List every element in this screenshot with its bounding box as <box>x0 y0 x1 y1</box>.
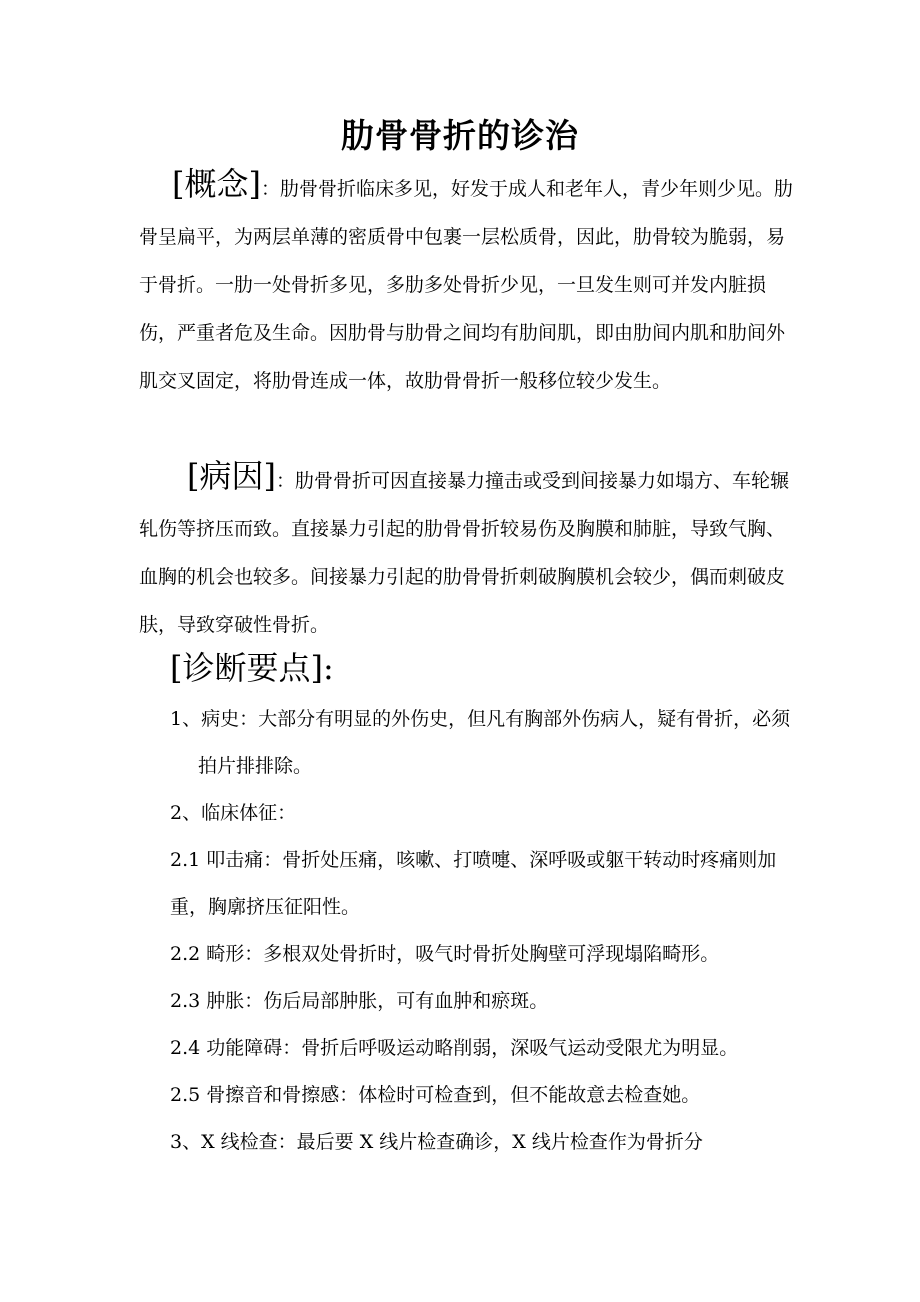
diagnosis-item: 2.1 叩击痛：骨折处压痛，咳嗽、打喷嚏、深呼吸或躯干转动时疼痛则加重，胸廓挤压征阳性。 <box>170 849 777 918</box>
diagnosis-item: 3、X 线检查：最后要 X 线片检查确诊，X 线片检查作为骨折分 <box>170 1131 703 1153</box>
page-title: 肋骨骨折的诊治 <box>341 116 579 155</box>
cause-paragraph <box>139 452 799 649</box>
diagnosis-item: 2.3 肿胀：伤后局部肿胀，可有血肿和瘀斑。 <box>170 990 549 1012</box>
concept-paragraph <box>139 160 799 405</box>
diagnosis-item: 1、病史：大部分有明显的外伤史，但凡有胸部外伤病人，疑有骨折，必须拍片排排除。 <box>170 708 791 777</box>
concept-section <box>139 160 799 405</box>
concept-heading: [概念] <box>172 165 261 203</box>
diagnosis-item: 2、临床体征： <box>170 802 297 824</box>
diagnosis-item: 2.5 骨擦音和骨擦感：体检时可检查到，但不能故意去检查她。 <box>170 1084 701 1106</box>
cause-text: ：肋骨骨折可因直接暴力撞击或受到间接暴力如塌方、车轮辗轧伤等挤压而致。直接暴力引起的肋骨骨折较易伤及胸膜和肺脏，导致气胸、血胸的机会也较多。间接暴力引起的肋骨骨折刺破胸膜机会较少，偶而刺破皮肤，导致穿破性骨折。 <box>139 470 789 636</box>
concept-text: ：肋骨骨折临床多见，好发于成人和老年人，青少年则少见。肋骨呈扁平，为两层单薄的密质骨中包裹一层松质骨，因此，肋骨较为脆弱，易于骨折。一肋一处骨折多见，多肋多处骨折少见，一旦发生则可并发内脏损伤，严重者危及生命。因肋骨与肋骨之间均有肋间肌，即由肋间内肌和肋间外肌交叉固定，将肋骨连成一体，故肋骨骨折一般移位较少发生。 <box>139 178 793 392</box>
diagnosis-heading: [诊断要点]: <box>170 649 334 687</box>
diagnosis-item: 2.2 畸形：多根双处骨折时，吸气时骨折处胸壁可浮现塌陷畸形。 <box>170 943 720 965</box>
diagnosis-item: 2.4 功能障碍：骨折后呼吸运动略削弱，深吸气运动受限尤为明显。 <box>170 1037 739 1059</box>
cause-heading: [病因] <box>187 457 276 495</box>
diagnosis-section <box>170 642 800 1166</box>
cause-section <box>139 452 799 649</box>
